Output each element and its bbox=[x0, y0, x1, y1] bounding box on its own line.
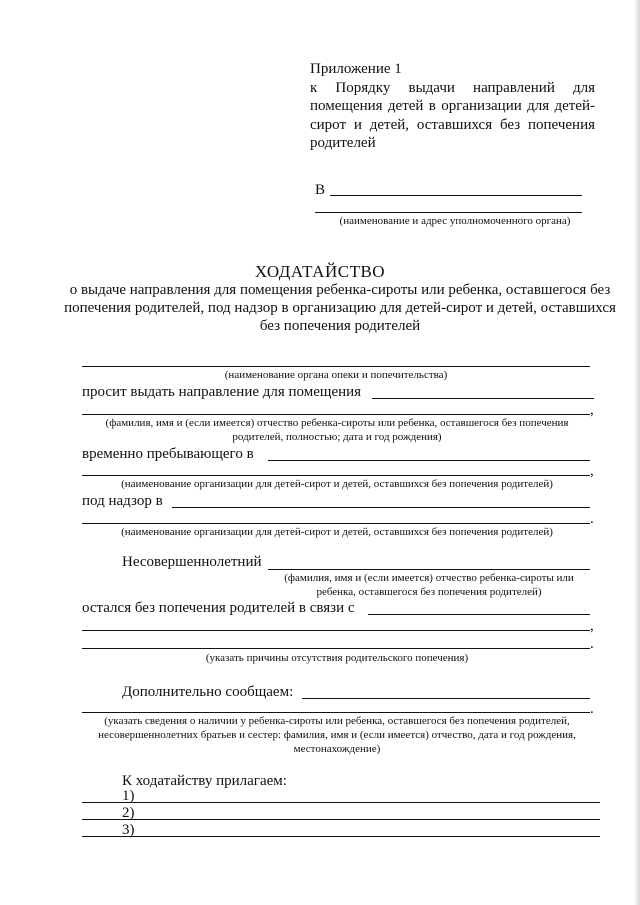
period-1: . bbox=[590, 511, 594, 527]
minor-line[interactable] bbox=[268, 569, 590, 570]
scan-edge-shadow bbox=[634, 0, 640, 905]
reason-line-1[interactable] bbox=[368, 614, 590, 615]
appendix-number: Приложение 1 bbox=[310, 61, 402, 77]
supervision-line-2[interactable] bbox=[82, 523, 590, 524]
additional-line-1[interactable] bbox=[302, 698, 590, 699]
temp-label: временно пребывающего в bbox=[82, 446, 254, 462]
reason-label: остался без попечения родителей в связи с bbox=[82, 600, 355, 616]
reason-caption: (указать причины отсутствия родительского попечения) bbox=[205, 652, 469, 664]
child-caption: (фамилия, имя и (если имеется) отчество ребенка-сироты или ребенка, оставшегося без попечения родителей, полностью; дата и год рождения) bbox=[105, 417, 569, 443]
attachment-item-1: 1) bbox=[122, 788, 135, 804]
comma-1: , bbox=[590, 402, 594, 418]
minor-label: Несовершеннолетний bbox=[122, 554, 262, 570]
comma-3: , bbox=[590, 618, 594, 634]
request-line[interactable] bbox=[372, 398, 594, 399]
document-title: ХОДАТАЙСТВО bbox=[254, 262, 386, 281]
period-3: . bbox=[590, 701, 594, 717]
appendix-header bbox=[310, 60, 595, 153]
reason-line-3[interactable] bbox=[82, 648, 590, 649]
guardianship-line[interactable] bbox=[82, 366, 590, 367]
child-name-line[interactable] bbox=[82, 414, 590, 415]
guardianship-caption: (наименование органа опеки и попечительства) bbox=[224, 369, 448, 381]
attachment-line-2[interactable] bbox=[82, 819, 600, 820]
minor-caption: (фамилия, имя и (если имеется) отчество ребенка-сироты или ребенка, оставшегося без попечения родителей) bbox=[284, 572, 574, 598]
supervision-line[interactable] bbox=[172, 507, 590, 508]
comma-2: , bbox=[590, 463, 594, 479]
addressee-line-2[interactable] bbox=[315, 212, 582, 213]
org-caption-2: (наименование организации для детей-сирот и детей, оставшихся без попечения родителей) bbox=[121, 526, 553, 538]
appendix-reference: к Порядку выдачи направлений для помещения детей в организации для детей-сирот и детей, оставшихся без попечения родителей bbox=[310, 79, 595, 151]
supervision-label: под надзор в bbox=[82, 493, 163, 509]
additional-label: Дополнительно сообщаем: bbox=[122, 684, 294, 700]
document-subtitle: о выдаче направления для помещения ребенка-сироты или ребенка, оставшегося без попечения родителей, под надзор в организацию для детей-сирот и детей, оставшихся без попечения родителей bbox=[64, 282, 616, 334]
attachment-line-3[interactable] bbox=[82, 836, 600, 837]
temp-line[interactable] bbox=[268, 460, 590, 461]
attachment-line-1[interactable] bbox=[82, 802, 600, 803]
request-label: просит выдать направление для помещения bbox=[82, 384, 362, 400]
org-caption-1: (наименование организации для детей-сирот и детей, оставшихся без попечения родителей) bbox=[121, 478, 553, 490]
attachment-item-3: 3) bbox=[122, 822, 135, 838]
period-2: . bbox=[590, 636, 594, 652]
additional-caption: (указать сведения о наличии у ребенка-сироты или ребенка, оставшегося без попечения родителей, несовершеннолетних братьев и сестер: фамилия, имя и (если имеется) отчество, дата и год рождения, местонахождение) bbox=[98, 715, 576, 755]
addressee-caption: (наименование и адрес уполномоченного органа) bbox=[339, 215, 571, 227]
attachment-item-2: 2) bbox=[122, 805, 135, 821]
addressee-line-1[interactable] bbox=[330, 195, 582, 196]
attachments-label: К ходатайству прилагаем: bbox=[122, 773, 287, 789]
temp-line-2[interactable] bbox=[82, 475, 590, 476]
addressee-prefix: В bbox=[315, 182, 326, 198]
reason-line-2[interactable] bbox=[82, 630, 590, 631]
additional-line-2[interactable] bbox=[82, 712, 590, 713]
